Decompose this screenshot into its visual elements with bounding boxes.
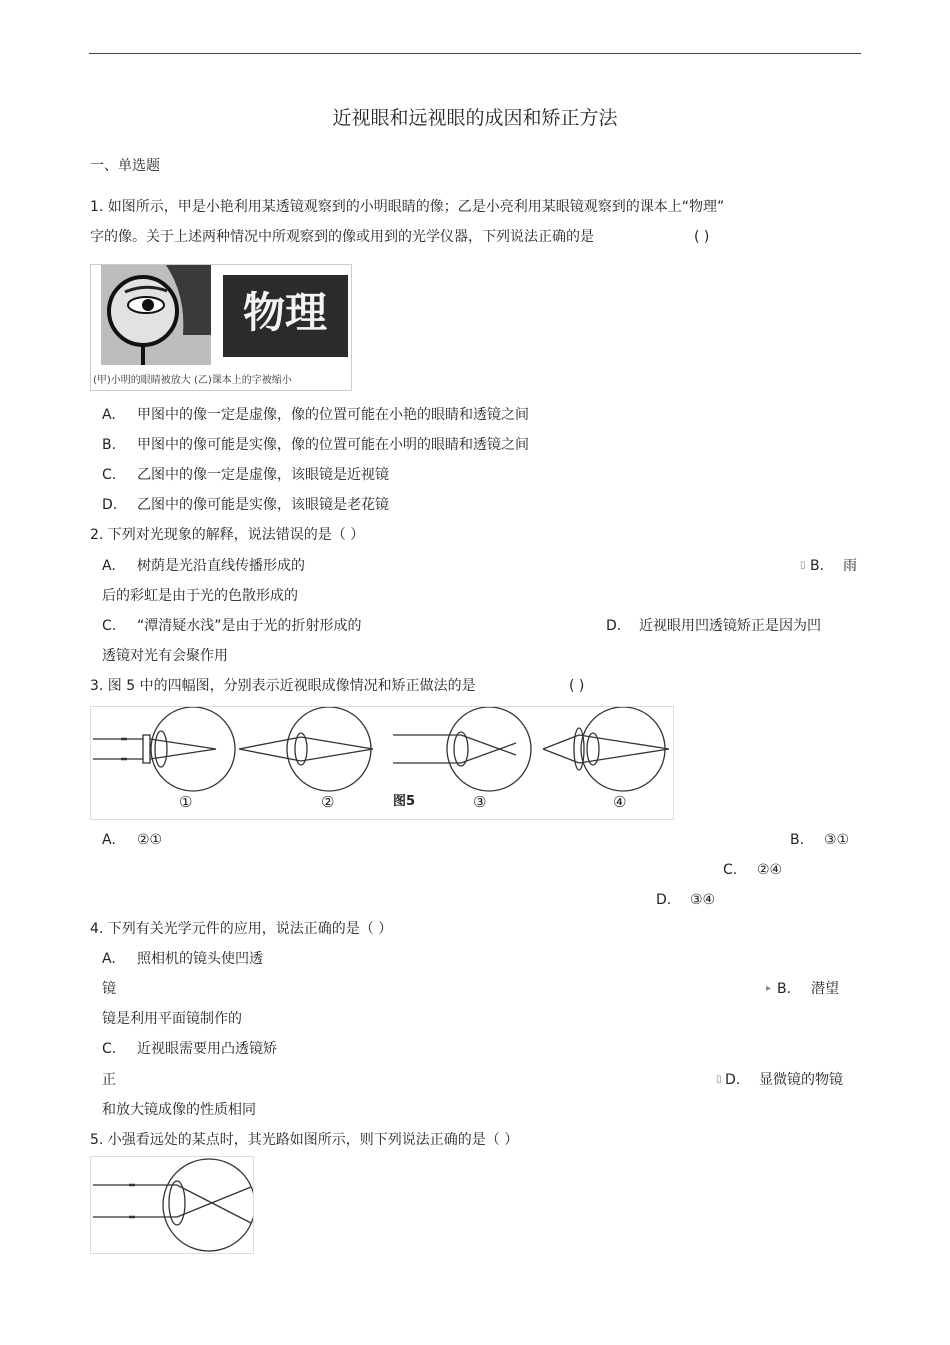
diagram-2-number: ② — [321, 793, 335, 811]
q1-option-a-text: 甲图中的像一定是虚像，像的位置可能在小艳的眼睛和透镜之间 — [137, 407, 529, 423]
page-title: 近视眼和远视眼的成因和矫正方法 — [332, 107, 618, 129]
q1-option-a-label: A. — [102, 407, 116, 423]
q4-option-d-label: D. — [725, 1072, 741, 1088]
q3-option-b-text: ③① — [824, 832, 850, 848]
diagram-3-number: ③ — [473, 793, 487, 811]
corrective-lens-4 — [574, 728, 584, 770]
q4-option-d-text-start: 显微镜的物镜 — [759, 1072, 843, 1088]
q3-stem: 3. 图 5 中的四幅图，分别表示近视眼成像情况和矫正做法的是 — [90, 678, 476, 694]
q1-option-b-label: B. — [102, 437, 117, 453]
q5-stem: 5. 小强看远处的某点时，其光路如图所示，则下列说法正确的是（ ） — [90, 1132, 519, 1148]
figure-5-label: 图5 — [393, 794, 416, 809]
q4-option-d-text-cont: 和放大镜成像的性质相同 — [102, 1102, 256, 1118]
q3-option-b-label: B. — [790, 832, 805, 848]
eye-pupil — [142, 299, 154, 311]
corrective-lens-1 — [143, 735, 150, 763]
q2-option-a-label: A. — [102, 558, 116, 574]
crystalline-lens-1 — [155, 731, 167, 767]
header-rule — [89, 53, 861, 54]
q4-option-c-text-start: 近视眼需要用凸透镜矫 — [137, 1041, 277, 1057]
q1-stem-line2: 字的像。关于上述两种情况中所观察到的像或用到的光学仪器，下列说法正确的是 — [90, 229, 594, 245]
diagram-4 — [543, 707, 669, 791]
q4-b-marker: ▸ — [766, 983, 772, 994]
diagram-1-number: ① — [179, 793, 193, 811]
diagram-2 — [239, 707, 373, 791]
q3-option-a-text: ②① — [137, 832, 163, 848]
q1-fig-chars: 物理 — [242, 288, 328, 337]
q3-figure — [90, 706, 674, 820]
q5-figure-svg — [91, 1157, 253, 1253]
section-heading: 一、单选题 — [90, 158, 160, 174]
q2-option-c-label: C. — [102, 618, 117, 634]
q1-stem-line1: 1. 如图所示，甲是小艳利用某透镜观察到的小明眼睛的像；乙是小亮利用某眼镜观察到的课本上“物理” — [90, 199, 725, 215]
q2-option-a-text: 树荫是光沿直线传播形成的 — [137, 558, 305, 574]
q2-option-b-text-start: 雨 — [843, 558, 857, 574]
q1-figure — [90, 264, 352, 391]
q2-option-d-label: D. — [606, 618, 622, 634]
diagram-1 — [93, 707, 235, 791]
q3-answer-paren: ( ) — [569, 678, 585, 694]
q2-option-d-text-cont: 透镜对光有会聚作用 — [102, 648, 228, 664]
q2-option-c-text: “潭清疑水浅”是由于光的折射形成的 — [137, 618, 362, 634]
q2-b-marker: ▯ — [800, 560, 806, 571]
diagram-4-number: ④ — [613, 793, 627, 811]
q4-option-c-label: C. — [102, 1041, 117, 1057]
q1-option-c-text: 乙图中的像一定是虚像，该眼镜是近视镜 — [137, 467, 389, 483]
q4-option-a-text-cont: 镜 — [102, 981, 116, 997]
diagram-3 — [393, 707, 531, 791]
q4-option-b-label: B. — [777, 981, 792, 997]
q3-option-d-label: D. — [656, 892, 672, 908]
q4-d-marker: ▯ — [716, 1074, 722, 1085]
q3-option-d-text: ③④ — [690, 892, 716, 908]
q2-option-d-text-start: 近视眼用凹透镜矫正是因为凹 — [639, 618, 821, 634]
q4-stem: 4. 下列有关光学元件的应用，说法正确的是（ ） — [90, 921, 393, 937]
q1-option-c-label: C. — [102, 467, 117, 483]
q2-option-b-text-cont: 后的彩虹是由于光的色散形成的 — [102, 588, 298, 604]
eyeball-3 — [447, 707, 531, 791]
eyeball-4 — [581, 707, 665, 791]
q3-option-c-text: ②④ — [757, 862, 783, 878]
q4-option-c-text-cont: 正 — [102, 1072, 116, 1088]
q1-option-d-text: 乙图中的像可能是实像，该眼镜是老花镜 — [137, 497, 389, 513]
q1-figure-svg — [91, 265, 351, 390]
q1-answer-paren: ( ) — [694, 229, 710, 245]
q5-figure — [90, 1156, 254, 1254]
q4-option-b-text-start: 潜望 — [811, 981, 839, 997]
eyeball-2 — [287, 707, 371, 791]
q3-figure-svg — [91, 707, 673, 819]
q3-option-c-label: C. — [723, 862, 738, 878]
q1-fig-caption: (甲)小明的眼睛被放大 (乙)课本上的字被缩小 — [93, 375, 292, 386]
q2-stem: 2. 下列对光现象的解释，说法错误的是（ ） — [90, 527, 365, 543]
q4-option-a-label: A. — [102, 951, 116, 967]
q1-option-b-text: 甲图中的像可能是实像，像的位置可能在小明的眼睛和透镜之间 — [137, 437, 529, 453]
q4-option-b-text-cont: 镜是利用平面镜制作的 — [102, 1011, 242, 1027]
q3-option-a-label: A. — [102, 832, 116, 848]
eyeball-1 — [151, 707, 235, 791]
q4-option-a-text-start: 照相机的镜头使凹透 — [137, 951, 263, 967]
q1-option-d-label: D. — [102, 497, 118, 513]
q2-option-b-label: B. — [810, 558, 825, 574]
